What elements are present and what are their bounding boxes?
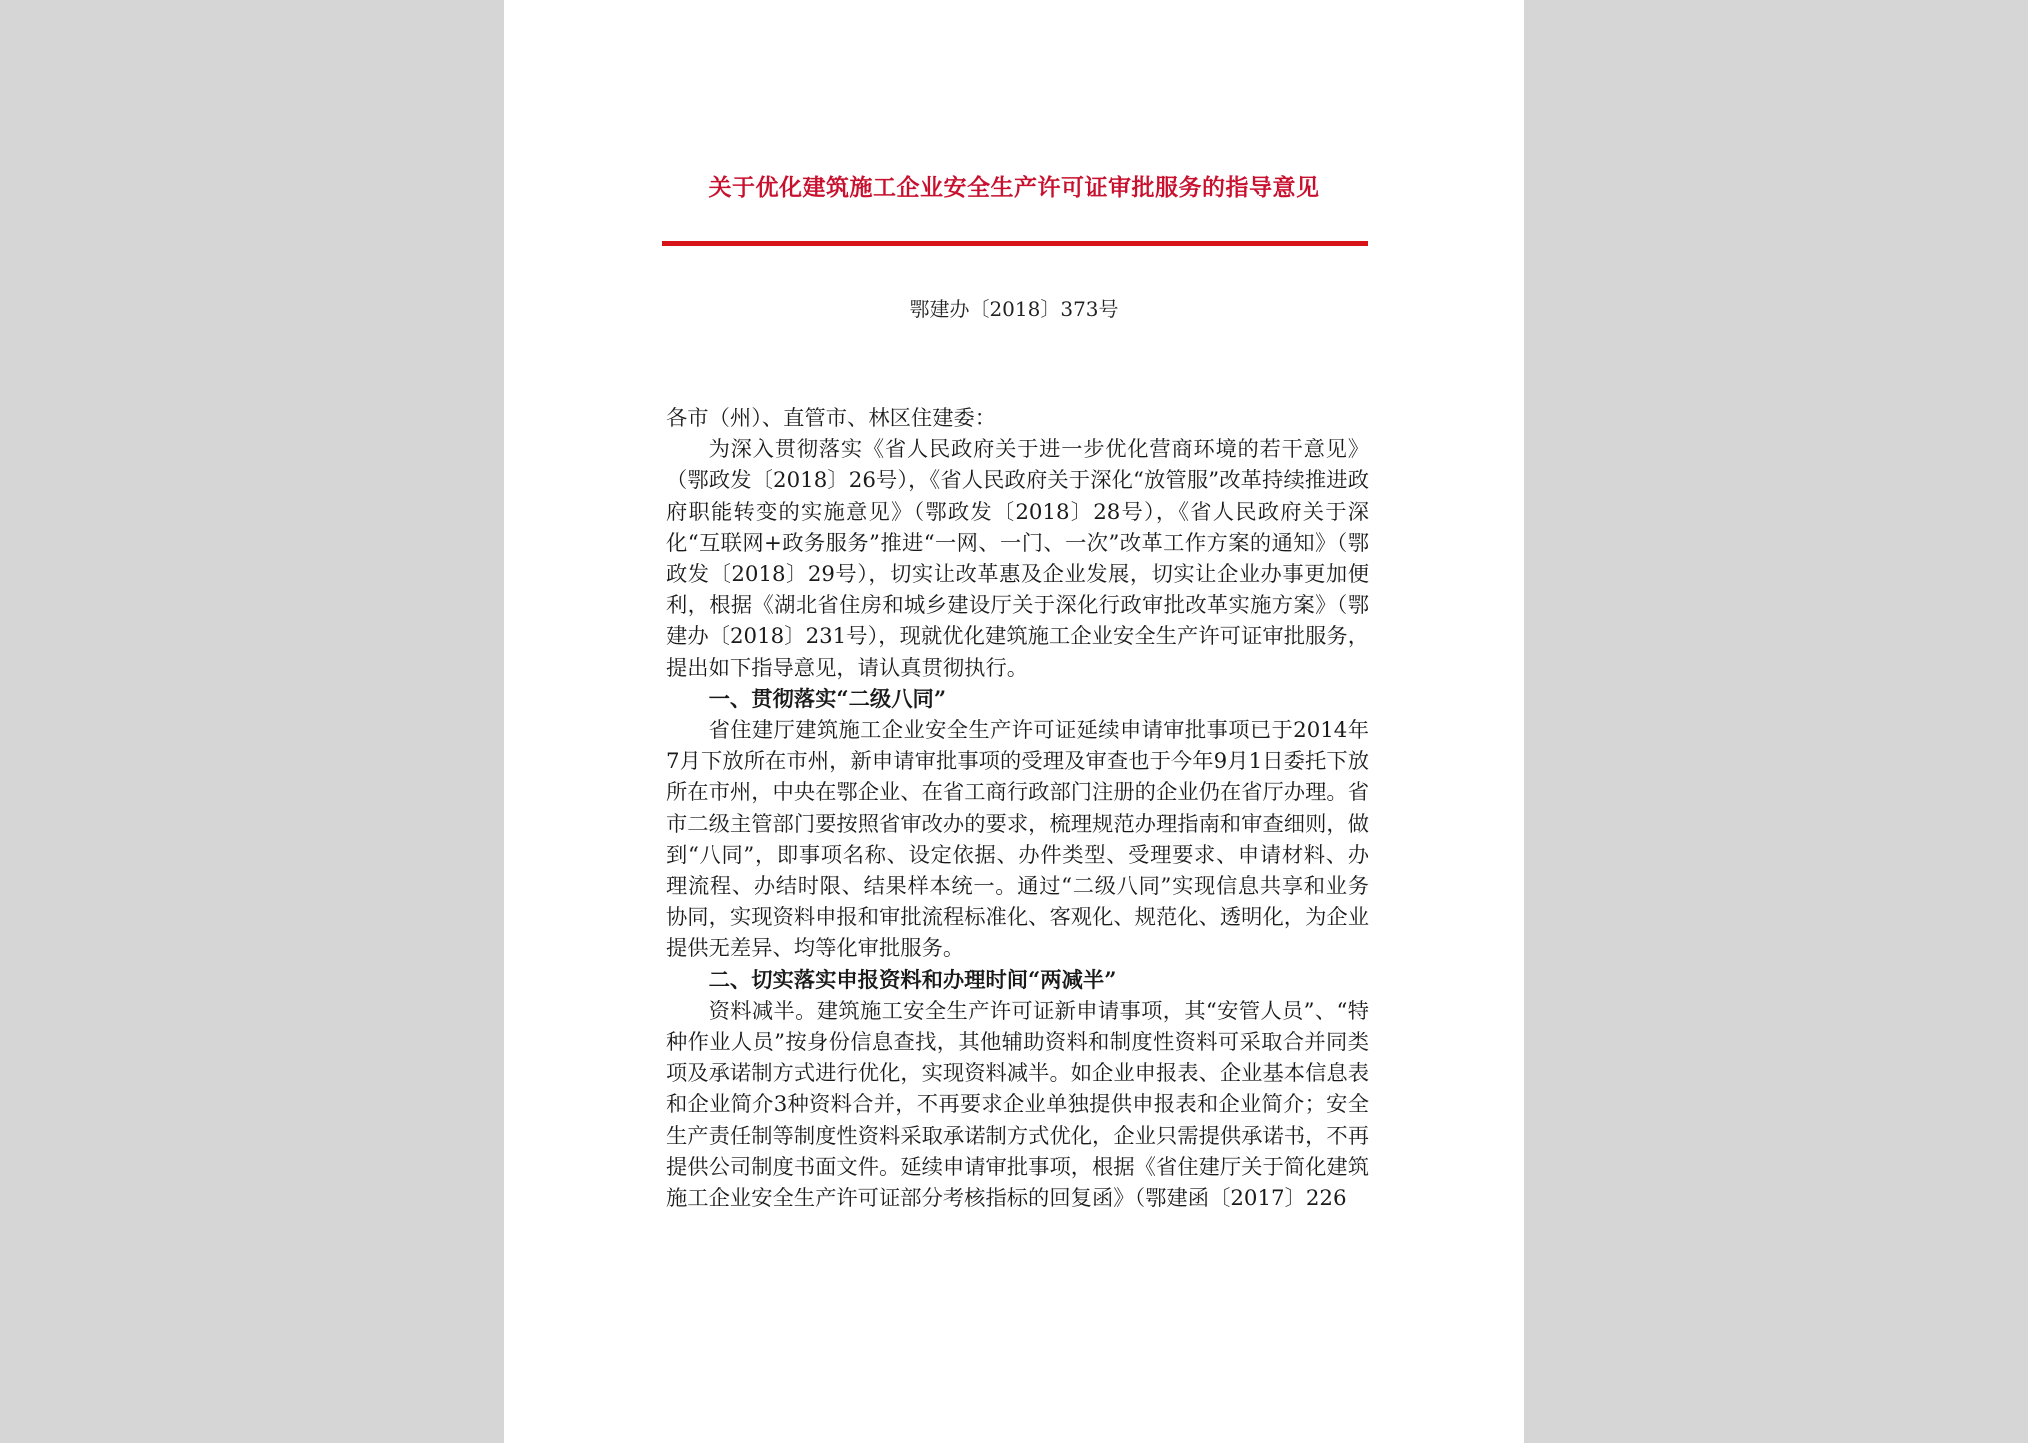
document-number: 鄂建办〔2018〕373号: [909, 297, 1119, 321]
body-paragraph: 为深入贯彻落实《省人民政府关于进一步优化营商环境的若干意见》（鄂政发〔2018〕26号），《省人民政府关于深化“放管服”改革持续推进政府职能转变的实施意见》（鄂政发〔2018〕28号），《省人民政府关于深化“互联网+政务服务”推进“一网、一门、一次”改革工作方案的通知》（鄂政发〔2018〕29号），切实让改革惠及企业发展，切实让企业办事更加便利，根据《湖北省住房和城乡建设厅关于深化行政审批改革实施方案》（鄂建办〔2018〕231号），现就优化建筑施工企业安全生产许可证审批服务，提出如下指导意见，请认真贯彻执行。: [666, 437, 1369, 681]
red-divider-rule: [662, 241, 1368, 246]
document-page: [504, 0, 1524, 1443]
body-paragraph: 资料减半。建筑施工安全生产许可证新申请事项，其“安管人员”、“特种作业人员”按身份信息查找，其他辅助资料和制度性资料可采取合并同类项及承诺制方式进行优化，实现资料减半。如企业申报表、企业基本信息表和企业简介3种资料合并，不再要求企业单独提供申报表和企业简介；安全生产责任制等制度性资料采取承诺制方式优化，企业只需提供承诺书，不再提供公司制度书面文件。延续申请审批事项，根据《省住建厅关于简化建筑施工企业安全生产许可证部分考核指标的回复函》（鄂建函〔2017〕226: [666, 998, 1369, 1212]
salutation: 各市（州）、直管市、林区住建委：: [666, 406, 997, 431]
section-heading: 一、贯彻落实“二级八同”: [708, 686, 947, 712]
section-heading: 二、切实落实申报资料和办理时间“两减半”: [708, 967, 1117, 993]
body-paragraph: 省住建厅建筑施工企业安全生产许可证延续申请审批事项已于2014年7月下放所在市州，新申请审批事项的受理及审查也于今年9月1日委托下放所在市州，中央在鄂企业、在省工商行政部门注册的企业仍在省厅办理。省市二级主管部门要按照省审改办的要求，梳理规范办理指南和审查细则，做到“八同”，即事项名称、设定依据、办件类型、受理要求、申请材料、办理流程、办结时限、结果样本统一。通过“二级八同”实现信息共享和业务协同，实现资料申报和审批流程标准化、客观化、规范化、透明化，为企业提供无差异、均等化审批服务。: [666, 718, 1369, 962]
document-body: [666, 403, 1369, 1214]
document-title: 关于优化建筑施工企业安全生产许可证审批服务的指导意见: [708, 174, 1320, 201]
